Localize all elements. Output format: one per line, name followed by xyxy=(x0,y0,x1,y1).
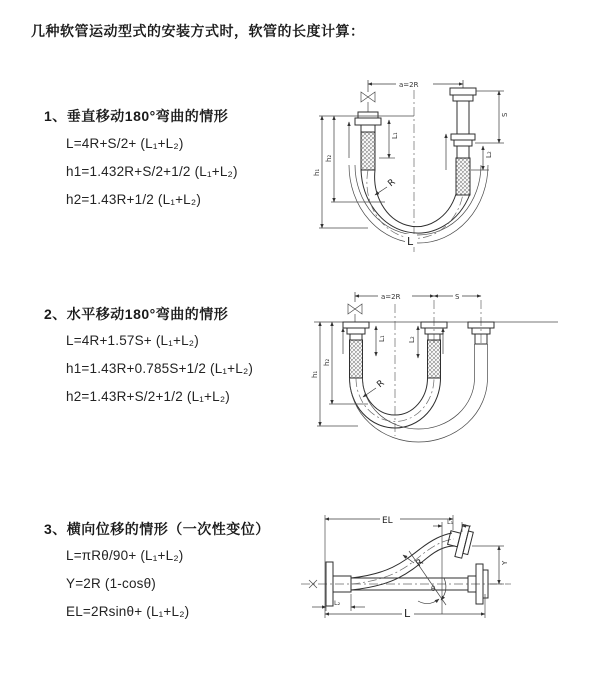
dim-l2 xyxy=(408,326,418,358)
radius-callout xyxy=(375,177,398,195)
dim-label-a2r: a=2R xyxy=(381,293,401,301)
angle-label-theta: θ xyxy=(431,585,436,593)
dim-label-h1: h₁ xyxy=(311,370,319,378)
left-pipe xyxy=(343,322,369,378)
hose-arcs-position2 xyxy=(350,344,488,442)
diagram-vertical-180-bend xyxy=(313,70,590,260)
left-pipe xyxy=(355,112,381,170)
dim-label-l1: L₁ xyxy=(391,132,399,139)
dim-a2r xyxy=(368,78,463,92)
label-radius: R xyxy=(375,378,387,391)
dim-l2 xyxy=(471,146,493,170)
section2-heading: 2、水平移动180°弯曲的情形 xyxy=(44,306,229,322)
section3-heading: 3、横向位移的情形（一次性变位） xyxy=(44,521,270,537)
section2-formula-h2: h2=1.43R+S/2+1/2 (L₁+L₂) xyxy=(66,389,230,404)
dim-label-el: EL xyxy=(382,516,393,526)
dim-s xyxy=(475,91,509,143)
section1-heading: 1、垂直移动180°弯曲的情形 xyxy=(44,108,229,124)
valve-icon xyxy=(361,92,375,112)
section3-formula-l: L=πRθ/90+ (L₁+L₂) xyxy=(66,548,184,563)
dim-l2 xyxy=(312,594,365,611)
dim-label-l1: L₁ xyxy=(378,335,386,342)
label-radius: R xyxy=(386,177,398,190)
section2-formula-l: L=4R+1.57S+ (L₁+L₂) xyxy=(66,333,199,348)
diagram-horizontal-180-bend xyxy=(306,286,593,450)
label-radius: R xyxy=(414,557,426,570)
valve-icon xyxy=(348,304,362,322)
dim-l1 xyxy=(376,326,386,356)
dim-label-h2: h₂ xyxy=(323,358,331,366)
right-pipe xyxy=(450,88,476,195)
braid-section xyxy=(361,132,375,170)
braid-section xyxy=(456,158,470,195)
dim-label-s: S xyxy=(501,112,509,117)
braid-section xyxy=(350,340,363,378)
dim-label-l: L xyxy=(404,607,411,620)
page-title: 几种软管运动型式的安装方式时，软管的长度计算： xyxy=(31,23,365,39)
dim-label-l2: L₂ xyxy=(334,599,341,607)
section1-formula-h2: h2=1.43R+1/2 (L₁+L₂) xyxy=(66,192,202,207)
dim-l xyxy=(325,594,485,620)
dim-s xyxy=(434,290,481,301)
dim-label-y: Y xyxy=(501,560,509,565)
dim-y xyxy=(472,546,509,584)
section2-formula-h1: h1=1.43R+0.785S+1/2 (L₁+L₂) xyxy=(66,361,254,376)
dim-a2r xyxy=(355,290,434,302)
dim-l1 xyxy=(379,120,399,158)
braid-section xyxy=(428,340,441,378)
dim-label-s: S xyxy=(455,293,460,301)
upper-flange xyxy=(445,522,474,559)
dim-label-h1: h₁ xyxy=(313,168,321,176)
valve-icon xyxy=(309,580,317,588)
section3-formula-y: Y=2R (1-cosθ) xyxy=(66,576,157,591)
dim-label-h2: h₂ xyxy=(325,154,333,162)
dim-label-l2: L₂ xyxy=(485,151,493,158)
label-length: L xyxy=(407,235,414,248)
diagram-lateral-displacement xyxy=(296,502,596,639)
dim-label-l1: L₁ xyxy=(447,518,454,526)
section3-formula-el: EL=2Rsinθ+ (L₁+L₂) xyxy=(66,604,190,619)
dim-label-a2r: a=2R xyxy=(399,81,419,89)
radius-callout xyxy=(363,378,387,397)
section1-formula-h1: h1=1.432R+S/2+1/2 (L₁+L₂) xyxy=(66,164,238,179)
dim-label-l2: L₂ xyxy=(408,336,416,343)
curved-hose xyxy=(351,533,455,590)
section1-formula-l: L=4R+S/2+ (L₁+L₂) xyxy=(66,136,184,151)
